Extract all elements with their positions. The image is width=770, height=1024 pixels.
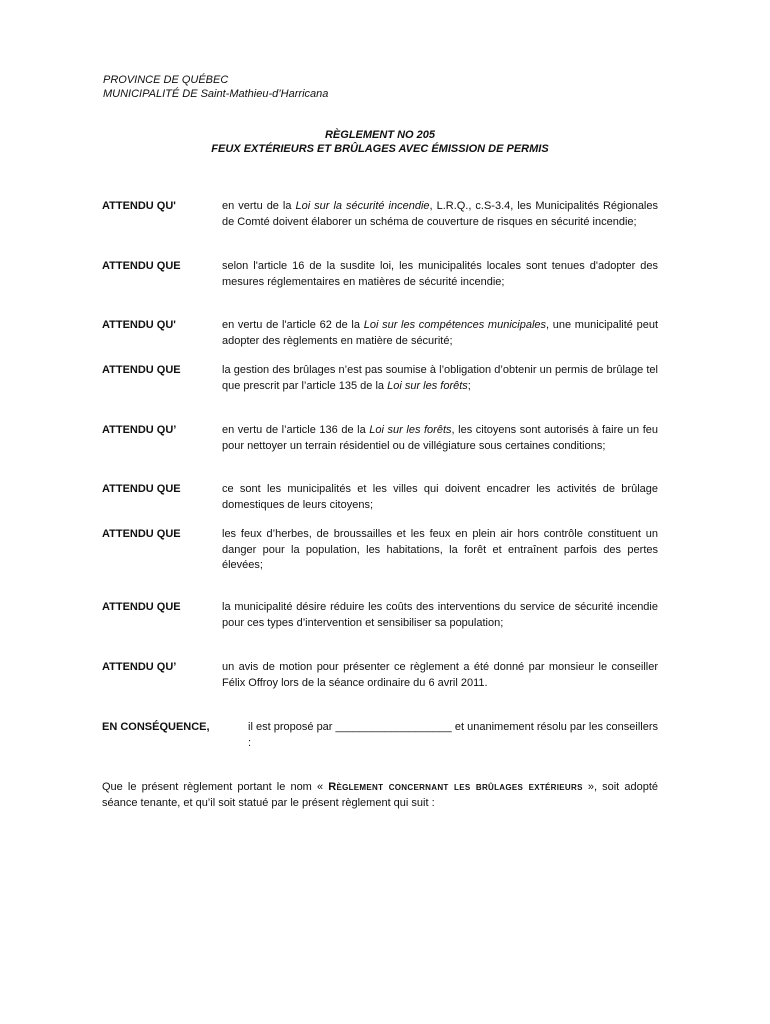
clause-label: ATTENDU QU' <box>102 319 176 331</box>
clause-label: ATTENDU QU’ <box>102 661 177 673</box>
clause-label: ATTENDU QUE <box>102 260 181 272</box>
clause-label: ATTENDU QUE <box>102 483 181 495</box>
clause <box>102 259 658 290</box>
regulation-number: RÈGLEMENT NO 205 <box>324 129 436 141</box>
consequence-text: il est proposé par ___________________ et unanimement résolu par les conseillers : <box>248 721 658 749</box>
clause <box>102 482 658 513</box>
clause-text: la municipalité désire réduire les coûts des interventions du service de sécurité incendie pour ces types d’intervention et sensibiliser sa population; <box>222 601 658 629</box>
clause <box>102 423 658 454</box>
clause-text: en vertu de la Loi sur la sécurité incendie, L.R.Q., c.S-3.4, les Municipalités Régionales de Comté doivent élaborer un schéma de couverture de risques en sécurité incendie; <box>222 200 658 228</box>
clause-text: ce sont les municipalités et les villes qui doivent encadrer les activités de brûlage domestiques de leurs citoyens; <box>222 483 658 511</box>
province-line: PROVINCE DE QUÉBEC <box>103 74 229 86</box>
clause <box>102 527 658 574</box>
clause-label: ATTENDU QU' <box>102 200 176 212</box>
consequence-clause <box>102 720 658 751</box>
clause <box>102 600 658 631</box>
municipality-line: MUNICIPALITÉ DE Saint-Mathieu-d’Harricana <box>103 88 329 100</box>
clause <box>102 318 658 349</box>
clause-label: ATTENDU QU’ <box>102 424 177 436</box>
adoption-paragraph: Que le présent règlement portant le nom « Règlement concernant les brûlages extérieurs », soit adopté séance tenante, et qu’il soit statué par le présent règlement qui suit : <box>102 781 658 809</box>
clause <box>102 660 658 691</box>
clause-label: ATTENDU QUE <box>102 364 181 376</box>
clause <box>102 199 658 230</box>
clause-text: selon l'article 16 de la susdite loi, les municipalités locales sont tenues d'adopter des mesures réglementaires en matières de sécurité incendie; <box>222 260 658 288</box>
regulation-name: Règlement concernant les brûlages extérieurs <box>328 781 583 793</box>
clause <box>102 363 658 394</box>
consequence-label: EN CONSÉQUENCE, <box>102 721 210 733</box>
document-header <box>103 73 328 101</box>
clause-label: ATTENDU QUE <box>102 528 181 540</box>
clause-text: les feux d’herbes, de broussailles et les feux en plein air hors contrôle constituent un danger pour la population, les habitations, la forêt et entraînent parfois des pertes élevées; <box>222 528 658 571</box>
clause-text: en vertu de l’article 136 de la Loi sur les forêts, les citoyens sont autorisés à faire un feu pour nettoyer un terrain résidentiel ou de villégiature sous certaines conditions; <box>222 424 659 452</box>
clause-label: ATTENDU QUE <box>102 601 181 613</box>
regulation-title: FEUX EXTÉRIEURS ET BRÛLAGES AVEC ÉMISSION DE PERMIS <box>211 143 549 155</box>
clause-text: la gestion des brûlages n’est pas soumise à l’obligation d’obtenir un permis de brûlage tel que prescrit par l’article 135 de la Loi sur les forêts; <box>222 364 658 392</box>
clause-text: en vertu de l'article 62 de la Loi sur les compétences municipales, une municipalité peut adopter des règlements en matière de sécurité; <box>222 319 658 347</box>
clause-text: un avis de motion pour présenter ce règlement a été donné par monsieur le conseiller Félix Offroy lors de la séance ordinaire du 6 avril 2011. <box>222 661 658 689</box>
